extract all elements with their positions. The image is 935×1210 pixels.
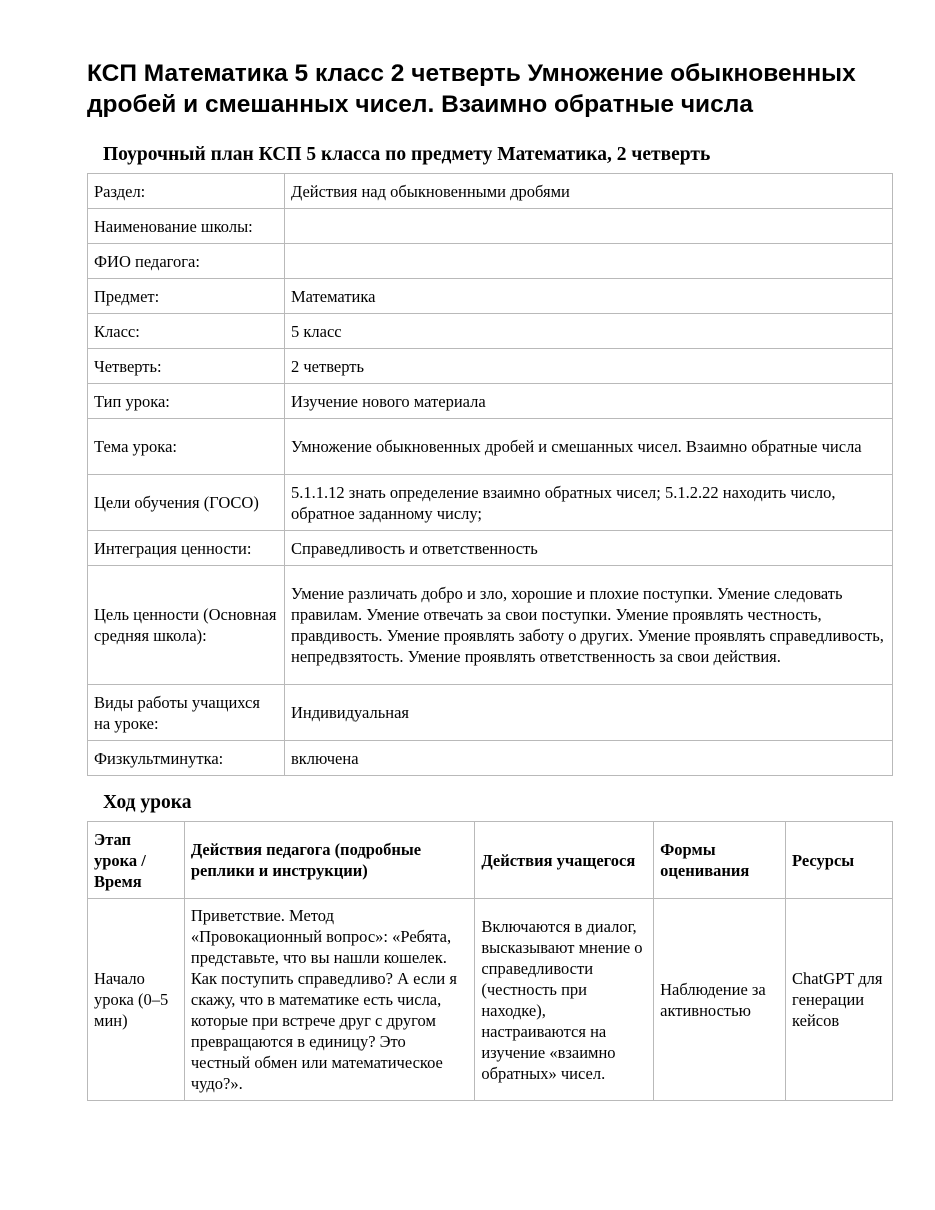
lesson-student-actions: Включаются в диалог, высказывают мнение о справедливости (честность при находке), настраиваются на изучение «взаимно обратных» чисел. — [475, 899, 654, 1101]
lesson-assessment: Наблюдение за активностью — [654, 899, 786, 1101]
lesson-row — [88, 899, 893, 1101]
info-row — [88, 531, 893, 566]
info-row — [88, 244, 893, 279]
document-page — [87, 58, 893, 1101]
info-value: Действия над обыкновенными дробями — [285, 174, 893, 209]
header-assessment: Формы оценивания — [654, 822, 786, 899]
info-table — [87, 173, 893, 776]
header-teacher: Действия педагога (подробные реплики и инструкции) — [184, 822, 474, 899]
info-row — [88, 475, 893, 531]
info-value: 2 четверть — [285, 349, 893, 384]
lesson-header-row — [88, 822, 893, 899]
info-value: включена — [285, 741, 893, 776]
info-row — [88, 685, 893, 741]
info-value: Изучение нового материала — [285, 384, 893, 419]
info-label: Наименование школы: — [88, 209, 285, 244]
header-resources: Ресурсы — [786, 822, 893, 899]
info-row — [88, 741, 893, 776]
info-value: Справедливость и ответственность — [285, 531, 893, 566]
document-title: КСП Математика 5 класс 2 четверть Умножение обыкновенных дробей и смешанных чисел. Взаимно обратные числа — [87, 60, 856, 118]
lesson-table — [87, 821, 893, 1101]
course-heading: Ход урока — [103, 792, 192, 813]
info-label: Тип урока: — [88, 384, 285, 419]
info-row — [88, 174, 893, 209]
header-stage: Этап урока / Время — [88, 822, 185, 899]
lesson-resources: ChatGPT для генерации кейсов — [786, 899, 893, 1101]
info-label: Тема урока: — [88, 419, 285, 475]
lesson-stage: Начало урока (0–5 мин) — [88, 899, 185, 1101]
info-value: 5 класс — [285, 314, 893, 349]
info-row — [88, 419, 893, 475]
lesson-teacher-actions: Приветствие. Метод «Провокационный вопрос»: «Ребята, представьте, что вы нашли кошелек. Как поступить справедливо? А если я скажу, что в математике есть числа, которые при встрече друг с другом превращаются в единицу? Это честный обмен или математическое чудо?». — [184, 899, 474, 1101]
info-label: Интеграция ценности: — [88, 531, 285, 566]
info-row — [88, 279, 893, 314]
info-value: Умение различать добро и зло, хорошие и плохие поступки. Умение следовать правилам. Умение отвечать за свои поступки. Умение проявлять честность, правдивость. Умение проявлять заботу о других. Умение проявлять справедливость, непредвзятость. Умение проявлять ответственность за свои действия. — [285, 566, 893, 685]
info-label: Четверть: — [88, 349, 285, 384]
info-label: Физкультминутка: — [88, 741, 285, 776]
info-label: Цели обучения (ГОСО) — [88, 475, 285, 531]
info-value: Математика — [285, 279, 893, 314]
info-value — [285, 244, 893, 279]
info-value — [285, 209, 893, 244]
header-student: Действия учащегося — [475, 822, 654, 899]
info-value: Индивидуальная — [285, 685, 893, 741]
info-label: Цель ценности (Основная средняя школа): — [88, 566, 285, 685]
info-value: Умножение обыкновенных дробей и смешанных чисел. Взаимно обратные числа — [285, 419, 893, 475]
info-row — [88, 209, 893, 244]
info-label: Предмет: — [88, 279, 285, 314]
info-row — [88, 384, 893, 419]
info-row — [88, 566, 893, 685]
plan-heading: Поурочный план КСП 5 класса по предмету Математика, 2 четверть — [103, 144, 711, 165]
info-label: Класс: — [88, 314, 285, 349]
info-row — [88, 314, 893, 349]
info-label: Виды работы учащихся на уроке: — [88, 685, 285, 741]
info-row — [88, 349, 893, 384]
info-label: ФИО педагога: — [88, 244, 285, 279]
info-value: 5.1.1.12 знать определение взаимно обратных чисел; 5.1.2.22 находить число, обратное заданному числу; — [285, 475, 893, 531]
info-label: Раздел: — [88, 174, 285, 209]
